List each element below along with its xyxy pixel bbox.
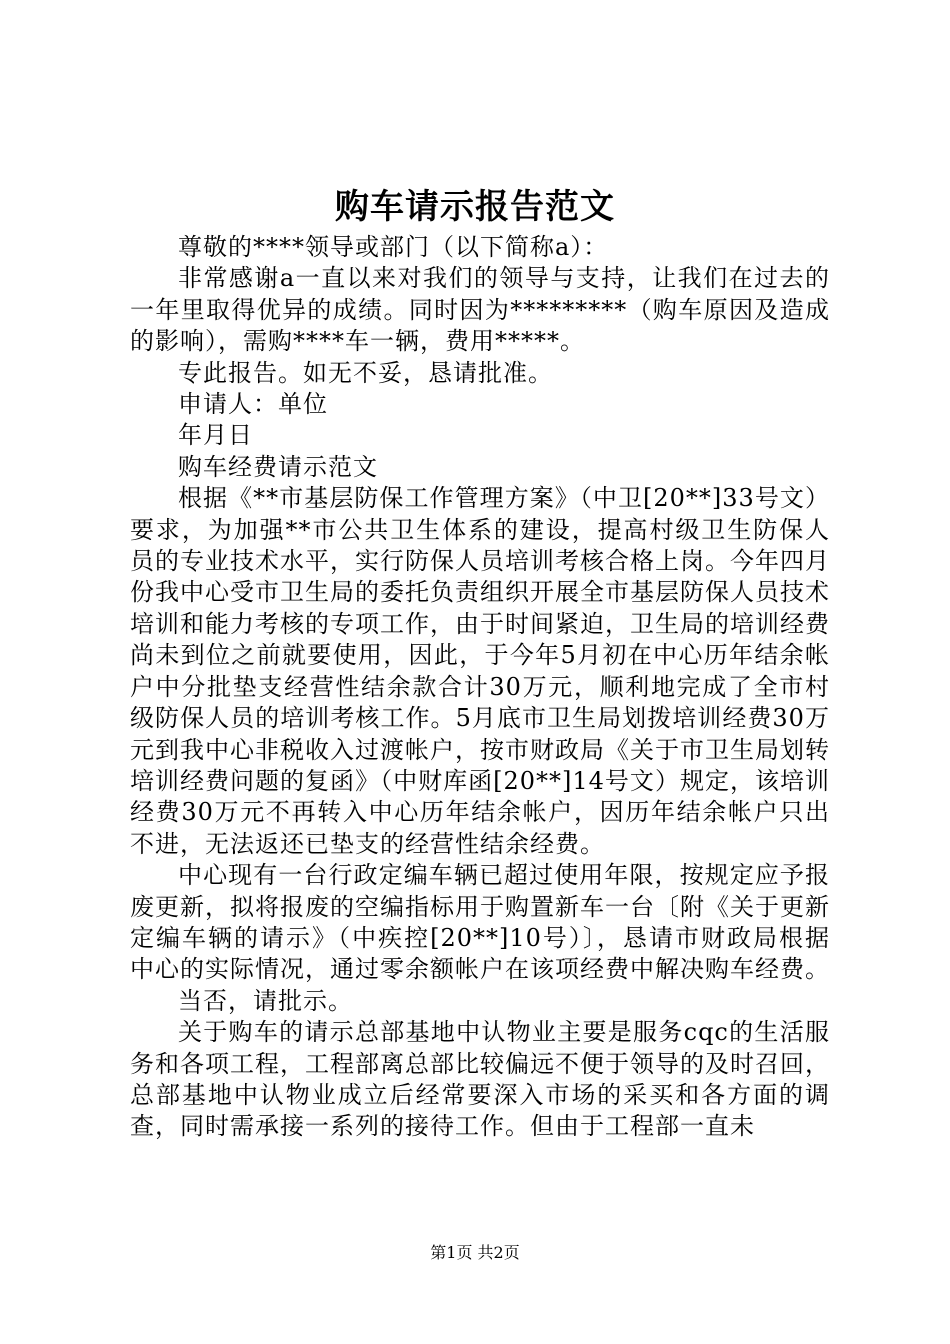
document-body [130,232,830,1143]
applicant-line: 申请人：单位 [178,390,328,419]
body-paragraph: 专此报告。如无不妥，恳请批准。 [178,358,553,387]
page-footer: 第1页 共2页 [430,1243,520,1262]
body-paragraph: 根据《**市基层防保工作管理方案》（中卫[20**]33号文）要求，为加强**市公共卫生体系的建设，提高村级卫生防保人员的专业技术水平，实行防保人员培训考核合格上岗。今年四月份我中心受市卫生局的委托负责组织开展全市基层防保人员技术培训和能力考核的专项工作，由于时间紧迫，卫生局的培训经费尚未到位之前就要使用，因此，于今年5月初在中心历年结余帐户中分批垫支经营性结余款合计30万元，顺利地完成了全市村级防保人员的培训考核工作。5月底市卫生局划拨培训经费30万元到我中心非税收入过渡帐户，按市财政局《关于市卫生局划转培训经费问题的复函》（中财库函[20**]14号文）规定，该培训经费30万元不再转入中心历年结余帐户，因历年结余帐户只出不进，无法返还已垫支的经营性结余经费。 [130,484,830,858]
document-title: 购车请示报告范文 [335,187,615,227]
body-paragraph: 非常感谢a一直以来对我们的领导与支持，让我们在过去的一年里取得优异的成绩。同时因为*********（购车原因及造成的影响），需购****车一辆，费用*****。 [130,264,830,356]
salutation-paragraph: 尊敬的****领导或部门（以下简称a）： [178,233,609,261]
section-heading: 购车经费请示范文 [178,452,378,481]
date-line: 年月日 [178,421,253,450]
body-paragraph: 中心现有一台行政定编车辆已超过使用年限，按规定应予报废更新，拟将报废的空编指标用于购置新车一台〔附《关于更新定编车辆的请示》（中疾控[20**]10号）〕，恳请市财政局根据中心的实际情况，通过零余额帐户在该项经费中解决购车经费。 [130,861,830,984]
body-paragraph: 当否，请批示。 [178,986,353,1015]
body-paragraph: 关于购车的请示总部基地中认物业主要是服务cqc的生活服务和各项工程，工程部离总部比较偏远不便于领导的及时召回，总部基地中认物业成立后经常要深入市场的采买和各方面的调查，同时需承接一系列的接待工作。但由于工程部一直未 [130,1018,830,1141]
